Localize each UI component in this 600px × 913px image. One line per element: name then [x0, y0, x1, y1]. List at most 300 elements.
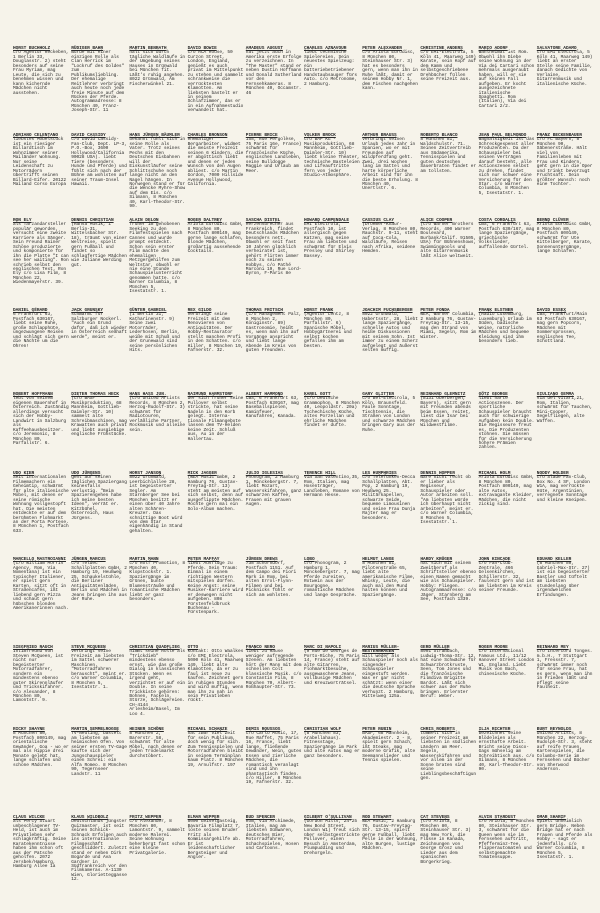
ad-text: verbringt seine Freizeit mit dem Renovieren von Antiquitäten. Der Hobby-Restaurator stellt manchen Profi in den Schatten. c/o Hiller, 8 München 19, Fafnerstr. 32.	[187, 312, 244, 354]
ad-text: c/o Teldec Schallplatten GmbH, 2 Hamburg 19, Heußweg 25, Schaukelstühle, die Berliner Antiquitätenläden, Berlin und Mädchen in Jeans bringen ihn aus der Ruhe.	[71, 561, 127, 603]
ad-name: DEMIS ROUSSOS	[245, 727, 281, 732]
ad-entry	[362, 393, 418, 433]
ad-name: REINHARD MEY	[536, 645, 569, 650]
ad-name: MARTIN SEMMELROGGE	[71, 727, 119, 732]
ad-text: (WEA Music GmbH, 2 Hamburg 76, Gustav-Freytag-Str. 13) steht am meisten auf sich selbst, denn auf ausgeflippte Mädchen. Möchte gern mal ein Solo-Album machen.	[187, 475, 244, 512]
ad-entry	[13, 646, 69, 704]
ad-name: GARY GLITTER	[362, 392, 394, 397]
ad-entry	[479, 472, 535, 508]
ad-entry	[129, 219, 185, 295]
ad-entry	[188, 646, 244, 704]
ad-entry	[304, 47, 360, 87]
ad-text: (Gordon Mills, 24-25 New Bond Street, London W1) freut sich über selbstgestrickte Pullover, einen Besuch in Amsterdam, Plumpudding und Drehorgeln.	[304, 819, 360, 856]
ad-entry	[188, 816, 244, 861]
ad-text: Waghalsigkeit ist das Schreckgespenst aller Produzenten. Da der Schauspieler bei seinen Verträgen darauf besteht, alle Actionszenen selbst zu drehen, findet sich nur schwer eine Versicherung für den Star. c/o Warner Columbia, 8 München 5, Isestatstr. 1.	[478, 137, 535, 196]
ad-entry	[71, 816, 127, 883]
ad-name: TERENCE HILL	[304, 471, 336, 476]
ad-text: c/o EMI Electrola, 5 Köln 41, Maarweg 149) liebt an erster Stelle seine Familie, danach Gedichte von Verlaine, Gitarrenmusik und italienische Küche.	[536, 50, 593, 87]
ad-text: (1 Berlin 31, Katharinenstr. 9) Seine zwei Motorräder, Lederhosen, Berlin, weiße mit Schuß und der Grunewald sind seine persönlichen Hits.	[129, 312, 180, 354]
ad-name: VOLKER BROCK	[304, 133, 336, 138]
ad-entry	[479, 816, 535, 861]
ad-name: JÜRGEN DREWS	[245, 557, 278, 562]
ad-name: PETER MAFFAY	[187, 557, 220, 562]
ad-text: (c/o Deutsche Grammophon, 8 München 40, Leopoldstr. 20a) Tschechische Küche, altes Porzellan und ehrliche Mädchen findet er dufte.	[304, 396, 360, 429]
ad-text: c/o Phonogram, 2 Hamburg 1, Mönckebergstr. 7, mag Pferde zureiten, Rotwein aus der Bourgogne, romantische Mädchen und lange Gespräche.	[304, 561, 360, 598]
ad-entry	[71, 47, 127, 114]
ad-text: (8 München 83, Arabellahaus). Fitnesstage, Spaziergänge im Park und alte Autos mag er ganz besonders.	[304, 731, 360, 759]
ad-name: FRANK ELSTNER	[478, 308, 514, 313]
ad-name: ROGER DALTREY	[187, 218, 223, 223]
ad-entry	[13, 728, 69, 768]
ad-entry	[246, 728, 302, 786]
ad-name: MARIO ADORF	[478, 46, 508, 51]
ad-text: liebstes Möbelstück ist ein riesiger Billardtisch im Wohnzimmer seiner Mailänder Wohnung. Nur seine Leidenschaft zu Motorrädern übertrifft seinen Billard-Eifer. 20122 Mailand Corso Europa	[13, 137, 67, 187]
ad-entry	[246, 47, 302, 96]
ad-text: c/o Carlo Music, 17, Rue Raffet, 75 Paris 16, France, liebt lange, fließende Gewänder, Wein, gutes Essen und zierliche Mädchen, die romantisch veranlagt sind und ihn phantastisch finden. c/o Hiller, 8 München 19, Fafnerstr. 32.	[245, 731, 302, 786]
ad-text: 8 München 81, Pilotenstraße 65, liebt alte amerikanische Filme, Whisky, Leute, die auch mal den Mund halten können und Spaziergänge.	[362, 561, 416, 598]
ad-name: COSTA CORDALIS	[478, 218, 516, 223]
ad-name: REINHARD GLEMNITZ	[420, 392, 466, 397]
ad-name: RICKY SHAYNE	[13, 727, 45, 732]
ad-entry	[420, 134, 476, 174]
ad-name: SALVATORE ADAMO	[536, 46, 577, 51]
ad-text: (c/o United Artists Records, 8 München 2, Herzog-Rudolf-Str. 3) schwärmt für Radiotouren, verläßliche Partner, Rockmusik und alleine sein.	[129, 396, 186, 433]
ad-text: c/o Ariola, 8 München 80, Steinhauser Str. 3, schwärmt für die Queen wenn sie im Fernsehen auftritt, Pfefferminz-Tee, Flipperautomaten und selbstgemachte Tomatensuppe.	[478, 819, 535, 861]
ad-name: PETER ALEXANDER	[362, 46, 402, 51]
ad-name: OMAR SHARIF	[536, 815, 566, 820]
ad-text: hält sich durch tägliche Waldläufe in der Umgebung seines Hauses in Grünwald bei München fit. Läßt's ruhig angehen. 8022 Grünwald, Am Fischerwinkel 21.	[129, 50, 186, 87]
ad-name: NODDY HOLDER	[536, 471, 569, 476]
ad-entry	[537, 219, 593, 255]
ad-text: United Artists, 8 München 22, Herzog-Rudolph-Str. 3, steht auf reife Frauen, Kartenspielen, die Columbo-Serie im Fernsehen und Bücher von Sherwood Anderson.	[536, 731, 593, 773]
ad-text: c/o Bel-Electrola, 5 Köln, Braunsfeld. Faule Sonntage, Tischtennis, die Straßen von London und schwarze Mädchen bringen Gary aus der Ruhe.	[362, 396, 416, 433]
ad-entry	[304, 728, 360, 759]
ad-name: CHRISTIAN WOLF	[304, 727, 342, 732]
ad-name: MARTIN BENRATH	[129, 46, 167, 51]
ad-text: 738 Schorndorf, Postfach 1151. Auf dem Campo dei Fiori Mark in Rom, bei alten Errol-Flynn-Filmen und bei Picknicks fühlt er sich am wohlsten.	[245, 561, 297, 598]
ad-name: ELMAR WEPPER	[187, 815, 220, 820]
ad-entry	[246, 393, 302, 420]
ad-text: Deutschlands jüngster Quizmaster, ist seit seinen Schnick-Schnack Erfolgen auch ins internationale Filmgeschäft geschliddert. Zuletzt stand er neben Dirk Bogarde und Ava Gardner in Südfrankreich vor den Filmkameras. A-1130 Wien, Glorietteggasse 12.	[71, 819, 127, 883]
ad-text: WEA, Warner Columbia, 2 Hamburg 76, Gustav-Freytag-Str. 13-15, mag den Strand von Miami, Segeln, Rom im Winter.	[420, 312, 477, 340]
ad-text: CBS, 6 Frankfurt 63, Postfach 630/167, mag lange Spaziergänge, griechische Volkslieder, auffallende Gürtel.	[478, 222, 535, 250]
ad-name: CLAUS WILCKE	[13, 815, 45, 820]
ad-text: 158, Rue Pergolèse, 75 Paris 16e, France) schwärmt für französische Küche, englischen Landleben, seine Bulldogge Maggie und Urlaub am Meer.	[245, 137, 302, 174]
ad-name: GILBERT O'SULLIVAN	[304, 815, 352, 820]
ad-text: verbringt seine Freizeit am liebsten im Sattel schwerer Maschinen. "Motorradfahren berauscht", meint er. c/o Warner Columbia, 8 München 5, Isestatstr. 1.	[71, 649, 127, 691]
ad-text: CBS, Frankfurt/Main 63 Postfach 630167, mag gern Popcorn, Mädchen mit Sommersprossen, englischen Tee, Schottland.	[536, 312, 588, 345]
ad-name: DENNIS CHRISTIAN	[71, 218, 114, 223]
ad-text: EMI Electrola, Postfach 10, ist allergisch gegen Katzen, mag seine Frau am liebsten und schwärmt für Elvis Presley und Shirley Bassey.	[304, 222, 358, 259]
ad-entry	[479, 47, 535, 109]
ad-name: HARDY KRÜGER	[420, 557, 453, 562]
ad-name: PIERRE BRICE	[245, 133, 278, 138]
ad-name: MICHAEL SCHANZE	[187, 727, 228, 732]
ad-text: will weder als Schauspieler noch als singender Schauspieler eingestuft werden. Was er gar nicht schätzt: wenn einer die deutsche Sprache verhunzt. 2 Hamburg, Mittelweg 125a.	[362, 653, 418, 699]
ad-text: 8 München 80, Postfach 800149, mag orientalische Gewänder, Goa - wo er mal als Hippie drei Monate gelebt hat, lange schlafen und schöne Mädchen.	[13, 731, 69, 768]
ad-text: (c/o Ariola, 8 München 80, Steinhauser Str. 3) mag New York, die Flüsse in Kanada, Zeichnungen von George Grosz und Lieder aus dem spanischen Bürgerkrieg.	[420, 819, 471, 865]
ad-name: MARIUS MÜLLER-WESTERNHAGEN	[362, 645, 400, 655]
ad-name: CHARLES AZNAVOUR	[304, 46, 347, 51]
ad-text: verbringt seinen Urlaub jedes Jahr in Spanien, wo er mit Freunden auf Wildpferdfang geht. Zwei, drei Wochen lang im Sattel und harte körperliche Arbeit sind für ihn die beste Erholung. 8 München 40, Unertlstr. 6.	[362, 137, 418, 192]
ad-name: HORST JANSON	[129, 471, 162, 476]
ad-name: ALBERT HAMMOND	[245, 392, 283, 397]
ad-text: schwärmt für Salzburger Nockerl. "Auch ein Grund dafür, daß ich wieder in Österreich seßhaft werde", meint er.	[71, 312, 127, 340]
ad-entry	[304, 393, 360, 429]
ad-entry	[129, 558, 185, 603]
ad-name: JEAN PAUL BELMONDO	[478, 133, 527, 138]
ad-entry	[71, 646, 127, 691]
ad-text: c/o David Cassidy-Fan-Club, Dept. LP-3, P.O.-Box, 3600 Hollywood/California 90028 USA). liebt Tiere (besonders Hunde und Pferde) und fühlt sich nach der Bühne am wohlsten auf seiner Traum-Insel Hawaii.	[71, 137, 127, 187]
ad-text: geht auf seinen täglichen Spaziergang keinesfalls verlustig. "Beim Spazierengehen habe ich meine besten Ideen", verrät er. Kitzbühel, Österreich, Haus Jürgens.	[71, 475, 127, 521]
ad-entry	[420, 393, 476, 429]
ad-entry	[304, 219, 360, 259]
ad-entry	[188, 309, 244, 354]
ad-text: Kontakt: Otto Waalkes c/o EMI Electrola, 5000 Köln 41, Maarweg 149, liebt alte Klamotten, da er zu faul ist neue zu kaufen. Zeichnet gern in ruhigen Stunden und wird muffig, wenn man ihn zu nah in sein Privatleben rückt.	[187, 649, 244, 704]
ad-text: Ariola Eurodisc GmbH, 8 München 80, Postfach 800149, mag alte Autos, extravagante Kleider, Mädchen, die nicht zickig sind.	[478, 475, 535, 508]
ad-name: RÜDIGER BAHR	[71, 46, 103, 51]
ad-name: CAT STEVENS	[420, 815, 450, 820]
ad-entry	[537, 472, 593, 503]
ad-name: HOWARD CARPENDALE	[304, 218, 350, 223]
ad-text: wurde mit einer einzigen Rolle als Clan Herrick im "Lockruf des Goldes" zum Publikumsliebling. Der ehemalige Reitlehrer verbringt auch heute noch jede freie Minute auf dem Rücken der Pferde. Autogrammadresse: 8 München 40, Franz-Joseph-Str. 11	[71, 50, 125, 114]
ad-name: CHRIS ROBERTS	[420, 727, 455, 732]
ad-text: c/o RCA House, 50 Curzon Street, London, England, genießt es auch privat im Mittelpunkt zu stehen und sammelt schrankweise die verrücktesten Klamotten. Am liebsten bastelt er in seinem Schlafzimmer, das er in ein Aufnahmestudio verwandelt hat.	[187, 50, 244, 114]
ad-name: GIULIANO GEMMA	[536, 392, 574, 397]
ad-name: FRANCO NERO	[245, 645, 275, 650]
ad-text: bekannt fühlt sich in seine Rolle als Vater. Trotz seines Pechs mit den Deutschen Eisbahnen will der Eiskunstläufer seine Schlittschuhe noch lange nicht an den Nagel hängen. In Norwegen stand er für die Wencke Myhre-Show auf dem Eis. c/o Silmann, 8 München 40, Karl-Theodor-Str. 90.	[129, 137, 186, 210]
ad-text: c/o EMI-Electrola, 5 Köln 41, Maarweg 149) Karate, sein Kopf auf dem Kamm und selbstgeschriebene Drehbücher füllen seine Freizeit aus.	[420, 50, 477, 83]
ad-entry	[188, 472, 244, 512]
ad-entry	[71, 558, 127, 603]
ad-name: MICHAEL HOLM	[478, 471, 511, 476]
ad-name: HORST FRANK	[304, 308, 334, 313]
ad-entry	[129, 646, 185, 717]
ad-text: 8000 Geiselgasteig, Bavaria Filmplatz 7, löste seinen Bruder Fritz als Kommissargehilfe ab. Er ist leidenschaftlicher Bergsteiger und Angler.	[187, 819, 241, 861]
ad-text: hat sich mit seinem Zweitberuf als Schriftsteller ebenso einen Namen gemacht wie als Schauspieler. Hobby: Fliegen. Autogrammadresse: c/o Jäger, Starnberg am See, Postfach 1339.	[420, 561, 477, 603]
ad-text: c/o Intercord Tonges. m.b.H., 7 Stuttgart 1, Fressstr. 7, schwärmt immer noch für seine Frau, hat es gern, wenn man ihn in Frieden läßt und pflegt seine Faulheit.	[536, 649, 593, 691]
ad-entry	[304, 472, 360, 499]
ad-name: CHRISTINE ANDERS	[420, 46, 463, 51]
ad-name: KLAUS WILDBOLZ	[71, 815, 109, 820]
ad-entry	[479, 558, 535, 594]
ad-name: RON ELY	[13, 218, 32, 223]
ad-name: SASCHA DISTEL	[245, 218, 281, 223]
ad-entry	[537, 309, 593, 345]
ad-entry	[71, 134, 127, 187]
ad-entry	[479, 393, 535, 451]
ad-name: JOACHIM FUCHSBERGER	[362, 308, 413, 313]
ad-name: EDUARD KELLER	[536, 557, 572, 562]
ad-text: c/o Agentur Reckeben, 1 Berlin 33, Douglasstr. 2) steht besonders auf seine Frau Myriam, mag Leute, die sich zu benehmen wissen und kann kichernde Mädchen nicht ausstehen.	[13, 50, 69, 96]
ad-entry	[188, 393, 244, 442]
ad-entry	[304, 816, 360, 856]
ad-name: LOBO	[304, 557, 315, 562]
ad-entry	[362, 309, 418, 354]
ad-name: FRITZ WEPPER	[129, 815, 162, 820]
ad-name: CASSIUS CLAY	[362, 218, 394, 223]
ad-name: ROGER MOORE	[478, 645, 508, 650]
ad-entry	[420, 309, 476, 340]
ad-name: DANIEL GÉRARD	[13, 308, 48, 313]
ad-name: MARTIN MANN	[129, 557, 159, 562]
ad-text: hat jetzt auch in Amerika erste Erfolge zu verzeichnen. In "The Master" stand er neben Dustin Hoffmann und Donald Sutherland vor den Fernsehkameras. 8 München 40, Occamstr. 46	[245, 50, 302, 96]
ad-entry	[362, 219, 418, 255]
ad-text: TV-Neuling, bastelt am liebsten am heimischen Ofen. Von seiner ersten TV-Gage kaufte sich der Jungschauspieler einen Schrei: ein Alfa Romeo. 8 München 90, Tegernseer Landstr. 11	[71, 731, 127, 777]
ad-entry	[188, 219, 244, 255]
ad-name: ROBERT HOFFMANN	[13, 392, 53, 397]
ad-text: Phonogram, 2 Hamburg 1, Mönckebergstr. 7, liebt Mozart, Wasserskifahren, ganz schwarzen Kaffee, Frauen mit grauen Augen.	[245, 475, 302, 508]
ad-text: (Droemer-Knaur-Verlag, 8 München 80, Rauchstr. 9-11, steht auf Coca-Cola, Waldläufe, Reisen nach Afrika, seidene Hemden.	[362, 222, 418, 255]
ad-text: liebt zu Hause weniger aufregende Szenen. Am liebsten hört der Mann mit dem schnellen Colt klassische Musik. c/o Constantin Film, 8 München 70, Albert-Roßhaupter-Str. 73.	[245, 649, 302, 691]
ad-entry	[13, 47, 69, 96]
ad-text: (9 Rue de Georges de Porto-Riche, 75 Paris 14, France) steht auf alte Gitarren, Flohmarktbesuche, ausgewaschene Jeans, vollbusige Mädchen und Kreuzworträtsel.	[304, 649, 360, 686]
ad-entry	[537, 646, 593, 691]
ad-entry	[246, 646, 302, 691]
ad-entry	[129, 728, 185, 759]
ad-name: JULIO IGLESIAS	[245, 471, 283, 476]
ad-name: AMADEUS AUGUST	[245, 46, 283, 51]
ad-entry	[537, 728, 593, 773]
ad-name: HANS HASS JUN.	[129, 392, 167, 397]
ad-name: GÜNTER GABRIEL	[129, 308, 167, 313]
ad-text: (c/o William Morris Agency, Rom, Via Nomentana) ist ein typischer Italiener, er spielt gern Karten, sitzt oft in Straßencafés, ißt liebend gern Pizza und schaut gern hübschen blonden Amerikanerinnen nach.	[13, 561, 69, 611]
ad-entry	[362, 816, 418, 852]
ad-name: DIETER THOMAS HECK	[71, 392, 119, 397]
ad-entry	[420, 558, 476, 603]
ad-text: Via del Vitari,21, Rom, Italien, schwärmt für Tauchen, Mini-Cooper, Segelfliegen, alte Waffen.	[536, 396, 593, 424]
ad-text: ehemaliger Bergarbeiter, widmet die meiste Freizeit seinen 6 Kindern, die er abgöttisch liebt und denen er jeden Wunsch von den Augen abliest. c/o Martin Gordon, 7000 Hillside Avenue Hollywood, California.	[187, 137, 244, 187]
ad-name: ALAIN DELON	[129, 218, 159, 223]
ad-name: RAIMUND HARMSTORF	[187, 392, 233, 397]
ad-text: (Radio Luxemburg, Luxemburg) Urlaub im Süden, badische Weine, natürliche Mädchen und bequeme Kleidung sind ihm besonders lieb.	[478, 312, 532, 345]
ad-name: FRANZ BECKENBAUER	[536, 133, 582, 138]
ad-name: GERD MÜLLER	[420, 645, 450, 650]
ad-entry	[420, 728, 476, 781]
ad-name: HELMUT LANGE	[362, 557, 394, 562]
ad-text: liebt harte Actionszenen. Der sportliche Schauspieler braucht auch für schwierige Aufgaben kein Double. Die Regisseure freut es. Die Produzenten stöhnen. Sie müssen für die Versicherung höhere Prämien zahlen.	[478, 396, 535, 451]
ad-name: HANS JÜRGEN BÄUMLER	[129, 133, 180, 138]
ad-entry	[188, 558, 244, 616]
ad-name: REX GILDO	[187, 308, 212, 313]
ad-entry	[479, 728, 535, 773]
ad-name: DAVID ESSEX	[536, 308, 566, 313]
ad-entry	[420, 219, 476, 259]
ad-name: CHARLES BRONSON	[187, 133, 228, 138]
ad-entry	[13, 309, 69, 349]
ad-entry	[420, 472, 476, 525]
ad-entry	[71, 219, 127, 268]
ad-entry	[13, 472, 69, 534]
ad-text: Intimfreund von Steven McQueen, ist nicht nur begeisterter Motorradfahrer, sondern ein mindestens ebenso guter Skirennläufer und Trickskifahrer. c/o Alexander, 8 München 80, Lamontstr. 9.	[13, 649, 64, 704]
ad-text: der sich früher seine Pullover selbst strickte, hat seine Nadeln in den Korb gelegt. Internationale Filmangebote lassen dem TV-Helden keine Zeit. Schluß aus, Au in der Hallertau.	[187, 396, 244, 442]
ad-entry	[246, 472, 302, 508]
ad-text: als Tarzandarsteller populär geworden, versucht eine zweite Karriere als Sänger. Sein Freund Rainer Schöne produzierte und komponierte für ihn die Platte "I can see her waiting". Ron schrieb selbst den englischen Text. Ron Ely c/o Lisa Film, 8 München 22, Wiedenmayerstr. 39.	[13, 222, 69, 286]
ad-text: lebt von seinem eigenen Bauernhof in Österreich. Zuständig allerdings versucht sich der Hobby-Landwirt in Salzburg als Kaffeehausbesitzer. c/o Jeremonic, 8 München 80, Parfallstr. 6.	[13, 396, 69, 446]
ad-text: CBS, 6 Frankfurt 63, Postfach 630167, mag Baseballspielen, Kaminfeuer, Kanufahren, Kanada.	[245, 396, 299, 420]
ad-text: c/o BAP KG - Musikproduktion, 68 Mannheim, Gottlieb-Daimler-Str. 10) liebt kleine Theater, technische Basteleien und Lifeauftritte fern von jeder Studio-Atmosphäre.	[304, 137, 360, 179]
ad-text: c/o Alexander, 8 München 80, Lamontstr. 9, sammelt moderne Malerei. Seine Wohnung beherbergt fast schon eine kleine Privatgalerie.	[129, 819, 186, 856]
ad-text: (c/o Warner Brothers Records, 400 Warner Boulevard, Burbank/Calif. 91505, USA) für Bühnenshows, Swimmingpools und alte Gitarrenmusik läßt Alice weltweit.	[420, 222, 477, 259]
ad-text: 8 München 81, Waldschulstr. 71. Seinen Zeitvertreib aus Südamerika, Tennisspielen und guten deutschen Sauerbraten findet er am tollsten.	[420, 137, 477, 174]
ad-entry	[246, 134, 302, 174]
ad-entry	[362, 47, 418, 92]
ad-entry	[188, 728, 244, 768]
ad-name: BERND CLÜVER	[536, 218, 569, 223]
ad-text: liebt technische Spielereien. Sein neuestes Spielzeug: ein batteriebetriebener Handstaubsauger fürs Auto. c/o Metronome, 2 Hamburg.	[304, 50, 358, 87]
ad-entry	[537, 816, 593, 861]
ad-text: (8 München 80, Gabriel-Max-Str. 27) ist ein begeisterter Bastler und tüftelt am liebsten stundenlang über irgendwelchen Erfindungen.	[536, 561, 590, 598]
ad-entry	[304, 134, 360, 179]
ad-entry	[129, 816, 185, 856]
ad-text: früher im gehobenen Seeking zu den Filmfestspielen nach Cannes und wurde prompt entdeckt. Schon sein erster Film machte den ehemaligen Metzgergehilfen zum Weltstar, obwohl er nie eine Stunde Schauspielunterricht genommen hatte. c/o Warner Columbia, 8 München 5, Isestatstr. 1.	[129, 222, 183, 295]
ad-name: ADRIANO CELENTANO	[13, 133, 59, 138]
ad-text: Ariola Eurodisc GmbH, 8 München 80, Postfach 800149, schwärmt für Ute Kittelberger, Karate, Sonnenuntergänge, lange Schlafen.	[536, 222, 593, 255]
ad-text: Wahlheimat ist Rom. Obwohl ihn Diebe seine Wohnung in der Via dei Cartari schon mehrmals ausgeraubt haben, will er sie auf keinen Fall aufgeben. Er kocht ausgezeichnete italienische Spaghetti. Rom (Italien), Via dei Cartari 2/2.	[478, 50, 535, 109]
ad-text: Seit internationalen Filmemachern ein Geheimtip, schwärmt für alte italienische Möbel, mit denen er seine römische Wohnung vollgestopft hat. Die meisten entdeckte er auf dem berühmten Flohmarkt an der Porta Portese. 8 München 1, Postfach 633.	[13, 475, 69, 534]
ad-name: GÖTZ GEORGE	[478, 392, 508, 397]
ad-name: DAVID BOWIE	[187, 46, 217, 51]
ad-name: STEVE MCQUEEN	[71, 645, 106, 650]
ad-text: spielt unheimlich gern Bridge. Neben Bridge hat er nach Frauen und Pferde als Hobby - sagt er jedenfalls. c/o Warner Columbia, 8 München 5, Isestatstr. 1.	[536, 819, 593, 861]
ad-entry	[188, 134, 244, 187]
ad-name: JÜRGEN MARCUS	[71, 557, 106, 562]
ad-entry	[362, 558, 418, 598]
ad-entry	[71, 728, 127, 777]
ad-entry	[537, 47, 593, 87]
ad-text: WEA Music, 2 Hamburg 76, Gustav-Freytag-Str. 13-15, spielt gerne Fußball, liebt Pelle in der Wohnung, alte Burgen, lustige Mädchen.	[362, 819, 418, 852]
ad-text: (c/o BASF Musikproduktion, 68 Mannheim, Gottlieb-Daimler-Str. 10) sammelt alte Schreibmaschinen, mag Krawatten auch privat und liebt ausgiebige englische Frühstücke.	[71, 396, 127, 438]
ad-name: DAVID CASSIDY	[71, 133, 106, 138]
ad-name: ALVIN STARDUST	[478, 815, 516, 820]
ad-name: MICK JAGGER	[187, 471, 217, 476]
ad-name: DENNIS HOPPER	[420, 471, 455, 476]
ad-entry	[537, 558, 593, 598]
ad-entry	[13, 558, 69, 611]
ad-entry	[71, 472, 127, 521]
ad-text: (8131 Oberbergen, Bayern), sitzt gern mit Freunden abends beim Essen, reitet, liest die Isar bei München und Wildwestfilme.	[420, 396, 471, 429]
ad-entry	[420, 47, 476, 83]
ad-name: CHRISTIAN QUADFLIEG	[129, 645, 180, 650]
ad-text: hat zwar viel Zeit für sein Publikum, doch wenig für sich. Zum Tennisspielen und Motorradfahren bleibt in seinem Terminplan kaum Platz. 8 München 19, Arnulfstr. 197	[187, 731, 244, 768]
ad-text: c/o FC Bayern, 8 München 90, Säbenerstraße. Hält viel von Familienleben mit Frau und Kindern, geht gern in die Oper und trinkt bevorzugt Fruchtsaft. Sein größter Wunsch: noch eine Tochter.	[536, 137, 593, 187]
ad-entry	[246, 309, 302, 354]
ad-text: Ariola Eurodisc GmbH, 8 München 80, Postfach 800149, mag gerne lange schlafen, blonde Mädchen, großartig aussehende Cocktails.	[187, 222, 244, 255]
ad-entry	[71, 309, 127, 340]
ad-text: c/o Rolf Promotion, 8 München 40, Klopstockstr. 1. Spaziergänge im Grünen, bunte Blumensträuße und romantische Mädchen liebt er ganz besonders.	[129, 561, 186, 603]
ad-entry	[479, 134, 535, 196]
ad-text: (c/o Management Palz, 8 München 2, Königinstr. 89) Gastronomie, heißt es, wenn man ihn auf Vorgänge anspricht und liebt lange Abende im Kreis von guten Freunden.	[245, 312, 302, 354]
ad-entry	[129, 309, 185, 354]
ad-name: UDO KIER	[13, 471, 35, 476]
ad-entry	[420, 816, 476, 865]
ad-name: MARCELLO MASTROIANNI	[13, 557, 67, 562]
ad-text: 8901 Straßbach, Ludwig-Thoma-Str. 12, hat eine Schwäche für Schwarzbrotkruste, Seen, Tom Jones und die französische Filmdiva Brigitte Bardot. Läßt sich schwer aus der Ruhe bringen. Erlernter Beruf: Weber.	[420, 649, 477, 699]
ad-entry	[304, 558, 360, 598]
ad-entry	[362, 134, 418, 192]
ad-entry	[246, 558, 302, 598]
ad-entry	[13, 134, 69, 187]
ad-name: ROBERTO BLANCO	[420, 133, 458, 138]
ad-name: HORST BUCHHOLZ	[13, 46, 51, 51]
ad-entry	[479, 309, 535, 345]
ad-text: bezeichnet seine Blödeleien als ernsthafte Arbeit. Bricht seine Disco-Gags mühselig am Schreibtisch aus. c/o Silmann, 8 München 40, Karl-Theodor-Str. 90.	[478, 731, 535, 773]
ad-text: 6 Frankfurt 63, Postfach 630167, liebt seine Ruhe, große Schlapphüte, ungezwungene Reisen und schlägt sich gern die Nächte um die Ohren!	[13, 312, 69, 349]
ad-name: OTTO	[187, 645, 199, 650]
ad-text: (Hansa Musik, 1 Berlin-31, Wittelsbacher Str. 18), träumt von einer Weltreise, spielt gern Fußball und findet so schlagfertige Mädchen wie Juliane Werding gut.	[71, 222, 127, 268]
ad-entry	[129, 472, 185, 534]
ad-text: als Percy Stuart unbeschlagener TV-Held, ist auch im Privatleben sehr schlagkräftig. Seine Karatekenntnisse haben ihm schon oft aus der Patsche geholfen. 2072 Jersbek/Hamburg, Hamburg Allee 1a	[13, 819, 67, 869]
ad-text: c/o Ariola Eurodisc, 8 München 80, Steinhauser Str. 3) hat es besonders gern, wenn man ihn in Ruhe läßt, damit er seinem Hobby Nr. 1, dem Fischen nachgehen kann.	[362, 50, 418, 92]
ad-text: 8022 Grünwald, Habertsstr. 28, liebt lange Spaziergänge, schnelle Autos und heiße Diskussionen mit seinem Sohn. Ist immer zu einem Scherz aufgelegt und äußerst selten muffig.	[362, 312, 418, 354]
ad-text: (Agentur Lentz, 8 München 80, Parfallstr. 6) Spanische Möbel, Hobbygärtnerei und selbst kochen gefallen ihm am besten.	[304, 312, 352, 349]
ad-name: HEINER SCHÖNE	[129, 727, 164, 732]
ad-name: BUD SPENCER	[245, 815, 275, 820]
ad-text: 8 München 2, Barerstr. 58, schwärmt für alte Möbel, nach denen er jeden Trödelmarkt durchstöbert.	[129, 731, 183, 759]
ad-entry	[129, 47, 185, 87]
ad-name: KAREL GOTT	[304, 392, 331, 397]
ad-name: JACK GRUNSKY	[71, 308, 103, 313]
ad-entry	[129, 393, 185, 433]
ad-entry	[537, 393, 593, 424]
ad-name: THOMAS FRITSCH	[245, 308, 283, 313]
ad-text: wäre nicht recht ob er lieber als Regisseur, Schauspieler oder Autor arbeiten soll. "Am liebsten würde ich überhaupt nicht arbeiten", meint er. c/o Warner Columbia, 8 München 5, Isestatstr. 1.	[420, 475, 474, 525]
ad-entry	[362, 646, 418, 699]
ad-name: JOHN KINCADE	[478, 557, 511, 562]
ad-name: ROD STEWART	[362, 815, 392, 820]
ad-text: liebt Ausflüge zu Pferde. Sein Traum: Einmal in einem richtigen Western mitspielen dürfen. Keine Angst: seine Musiker-Karriere wird er deswegen nicht aufgeben. 808 Fürstenfeldbruck Buchenau - Fürstenpark.	[187, 561, 244, 616]
ad-entry	[304, 646, 360, 686]
ad-text: 8022 Grünwald, Leerbichlallee 28, ist begeisterter Segler. Am Starnberger See bei München besitzt er einen über 40 Jahre alten Schären-Kreuzer. Das schnittige Boot wird von dem Star eigenhändig in Stand gehalten.	[129, 475, 183, 534]
ad-entry	[246, 219, 302, 277]
ad-entry	[13, 219, 69, 286]
ad-name: UDO JÜRGENS	[71, 471, 101, 476]
ad-text: c/o Slade Fan-Club, Box No. 4 SF, London W1A, mag verrückte Hüte, Argentinien, verregnete Sonntage und kleine Kneipen.	[536, 475, 590, 503]
ad-text: c/o Telefunken-Decca Schallplatten, Abt. Pop, 2 Hamburg 19, Heußweg 25. Militärkapellen, schwarze Seide, bequeme Limousinen und seine Frau Dunja Rajter mag er besonders.	[362, 475, 416, 521]
ad-text: Herzensbrecher aus Frankreich, findet Deutschlands Mädchen besonders nett. Obwohl er seit fast 10 Jahren glücklich verheiratet ist, gehört Flirten immer noch zu seinen Hobbys. c/o Pathé Marconi 19, Rue Lord-Byron, F-Paris 8e	[245, 222, 302, 277]
ad-entry	[188, 47, 244, 114]
ad-name: LES HUMPHRIES	[362, 471, 397, 476]
ad-entry	[537, 134, 593, 187]
ad-name: MARC DI NAPOLI	[304, 645, 342, 650]
ad-entry	[479, 646, 535, 677]
ad-name: SIEGFRIED RAUCH	[13, 645, 53, 650]
ad-entry	[13, 816, 69, 869]
ad-text: nimmt seine Rolle als "Trickdieb" mindestens ebenso ernst, wie das große Dialog in klassischen Stücken. Wenn es irgend geht, verzichtet er auf ein Double. In seine Trickkiste gehören: Bohnen, Fackeln, Stürze, Schlägereien. CH-4144 Arlesheim/Basel, Im Loo 4.	[129, 649, 186, 717]
ad-entry	[246, 816, 302, 852]
ad-name: PETER FONDA	[420, 308, 450, 313]
ad-entry	[13, 393, 69, 446]
ad-entry	[71, 393, 127, 438]
ad-text: tummelt sich in seiner Freizeit am liebsten in südlichen Ländern am Meer. Segeln, Wasserskifahren und vor allem in der Sonne braten sind seine Lieblingsbeschäftigungen.	[420, 731, 477, 781]
ad-text: c/o International Famous Ltd., 11/12 Hanover Street London W1, England. Liebt Musik von Bach, chinesische Küche.	[478, 649, 535, 677]
ad-entry	[420, 646, 476, 699]
ad-name: PETER RUBIN	[362, 727, 392, 732]
ad-text: BASF, 68 Mannheim, Akademiestr. 2 - 8, spielt gern Schach, ißt Steaks, mag moderne Grafik, alte Seemannslieder und Tennis spielen.	[362, 731, 416, 764]
ad-name: ILJA RICHTER	[478, 727, 511, 732]
ad-text: Rom, Via Archimede, Italien, mag am liebsten Süßwaren, deutsches Bier, Motorradfahren, Schachspielen, Hosen und Cartoons.	[245, 819, 299, 852]
ad-entry	[362, 728, 418, 764]
ad-text: c/o Fan-Club-Zentrale, 466 Gelsenkirchen, Schillerstr. 32, faulenzt gern und ist am liebsten im Kreis seiner Freunde.	[478, 561, 535, 594]
ad-entry	[304, 309, 360, 349]
ad-name: ARTHUR BRAUSS	[362, 133, 397, 138]
ad-entry	[362, 472, 418, 521]
ad-name: ALICE COOPER	[420, 218, 453, 223]
ad-entry	[479, 219, 535, 250]
ad-entry	[129, 134, 185, 210]
ad-text: Via San Valentino,35, Rom, Italien, mag Hosenträger, Landleben, Romane von Hermann Hesse.	[304, 475, 360, 499]
ad-name: BURT REYNOLDS	[536, 727, 572, 732]
